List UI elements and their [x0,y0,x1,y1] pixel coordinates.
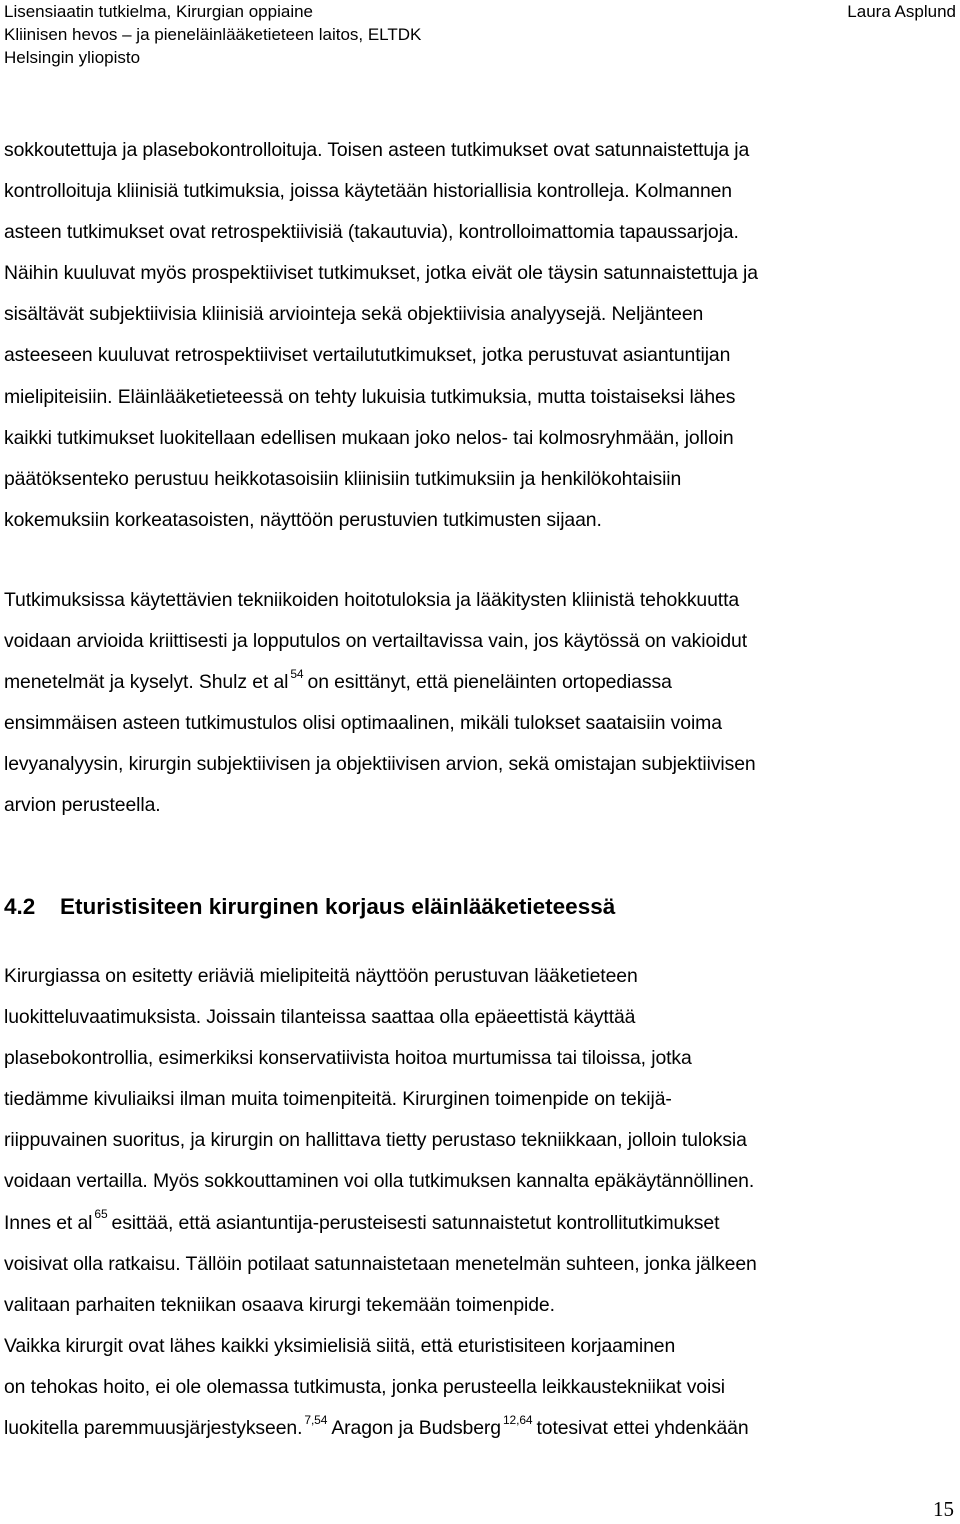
header-author: Laura Asplund [847,2,956,21]
paragraph-treatment-evaluation [4,580,956,827]
text-segment: totesivat ettei yhdenkään [536,1417,749,1440]
section-title: Eturistisiteen kirurginen korjaus eläinlääketieteessä [60,894,616,919]
text-line: asteen tutkimukset ovat retrospektiivisiä (takautuvia), kontrolloimattomia tapaussarjoja. [4,221,739,244]
text-line: luokitteluvaatimuksista. Joissain tilanteissa saattaa olla epäeettistä käyttää [4,1006,636,1029]
text-line: voisivat olla ratkaisu. Tällöin potilaat satunnaistetaan menetelmän suhteen, jonka jälkeen [4,1252,757,1275]
text-line: arvion perusteella. [4,794,161,817]
section-number: 4.2 [4,894,36,919]
page-header [4,0,956,69]
text-line: mielipiteisiin. Eläinlääketieteessä on tehty lukuisia tutkimuksia, mutta toistaiseksi lähes [4,385,736,408]
citation-reference: 12,64 [502,1412,533,1427]
text-line: riippuvainen suoritus, ja kirurgin on hallittava tietty perustaso tekniikkaan, jolloin tuloksia [4,1129,747,1152]
header-thesis-line: Lisensiaatin tutkielma, Kirurgian oppiaine [4,2,314,21]
section-heading [4,894,615,920]
text-line: voidaan vertailla. Myös sokkouttaminen voi olla tutkimuksen kannalta epäkäytännöllinen. [4,1170,755,1193]
text-line: Tutkimuksissa käytettävien tekniikoiden hoitotuloksia ja lääkitysten kliinistä tehokkuutta [4,589,740,611]
text-line: plasebokontrollia, esimerkiksi konservatiivista hoitoa murtumissa tai tiloissa, jotka [4,1047,692,1070]
text-line [4,1203,956,1244]
citation-reference: 65 [94,1207,108,1222]
text-line: levyanalyysin, kirurgin subjektiivisen ja objektiivisen arvion, sekä omistajan subjektiivisen [4,753,756,776]
text-segment: on esittänyt, että pieneläinten ortopediassa [307,671,672,694]
text-line: Vaikka kirurgit ovat lähes kaikki yksimielisiä siitä, että eturistisiteen korjaaminen [4,1334,676,1357]
citation-reference: 54 [290,666,304,681]
header-university-line: Helsingin yliopisto [4,48,141,67]
text-line: kaikki tutkimukset luokitellaan edellisen mukaan joko nelos- tai kolmosryhmään, jolloin [4,426,734,449]
text-line: asteeseen kuuluvat retrospektiiviset vertailututkimukset, jotka perustuvat asiantuntijan [4,344,731,367]
text-segment: menetelmät ja kyselyt. Shulz et al [4,671,289,694]
text-segment: luokitella paremmuusjärjestykseen. [4,1417,303,1440]
text-line: ensimmäisen asteen tutkimustulos olisi optimaalinen, mikäli tulokset saataisiin voima [4,712,722,735]
text-line: kontrolloituja kliinisiä tutkimuksia, joissa käytetään historiallisia kontrolleja. Kolmannen [4,180,732,203]
text-line: valitaan parhaiten tekniikan osaava kirurgi tekemään toimenpide. [4,1293,555,1316]
text-line: tiedämme kivuliaiksi ilman muita toimenpiteitä. Kirurginen toimenpide on tekijä- [4,1088,672,1111]
text-segment: Innes et al [4,1211,93,1234]
text-line: sokkoutettuja ja plasebokontrolloituja. Toisen asteen tutkimukset ovat satunnaistettuja ja [4,139,750,161]
text-line: kokemuksiin korkeatasoisten, näyttöön perustuvien tutkimusten sijaan. [4,508,602,531]
paragraph-surgery-evidence [4,956,956,1449]
text-line [4,1408,956,1449]
text-line: on tehokas hoito, ei ole olemassa tutkimusta, jonka perusteella leikkaustekniikat voisi [4,1375,725,1398]
text-line: Näihin kuuluvat myös prospektiiviset tutkimukset, jotka eivät ole täysin satunnaistettuja ja [4,262,758,285]
text-segment: Aragon ja Budsberg [331,1417,501,1440]
citation-reference: 7,54 [304,1412,328,1427]
header-department-line: Kliinisen hevos – ja pieneläinlääketieteen laitos, ELTDK [4,25,422,44]
text-line: Kirurgiassa on esitetty eriäviä mielipiteitä näyttöön perustuvan lääketieteen [4,965,638,987]
text-line: päätöksenteko perustuu heikkotasoisiin kliinisiin tutkimuksiin ja henkilökohtaisiin [4,467,682,490]
paragraph-study-levels [4,130,956,541]
text-line [4,662,956,703]
page-number: 15 [933,1497,954,1521]
text-line: sisältävät subjektiivisia kliinisiä arviointeja sekä objektiivisia analyysejä. Neljänteen [4,303,704,326]
text-segment: esittää, että asiantuntija-perusteisesti satunnaistetut kontrollitutkimukset [111,1211,720,1234]
text-line: voidaan arvioida kriittisesti ja lopputulos on vertailtavissa vain, jos käytössä on vakioidut [4,630,748,653]
